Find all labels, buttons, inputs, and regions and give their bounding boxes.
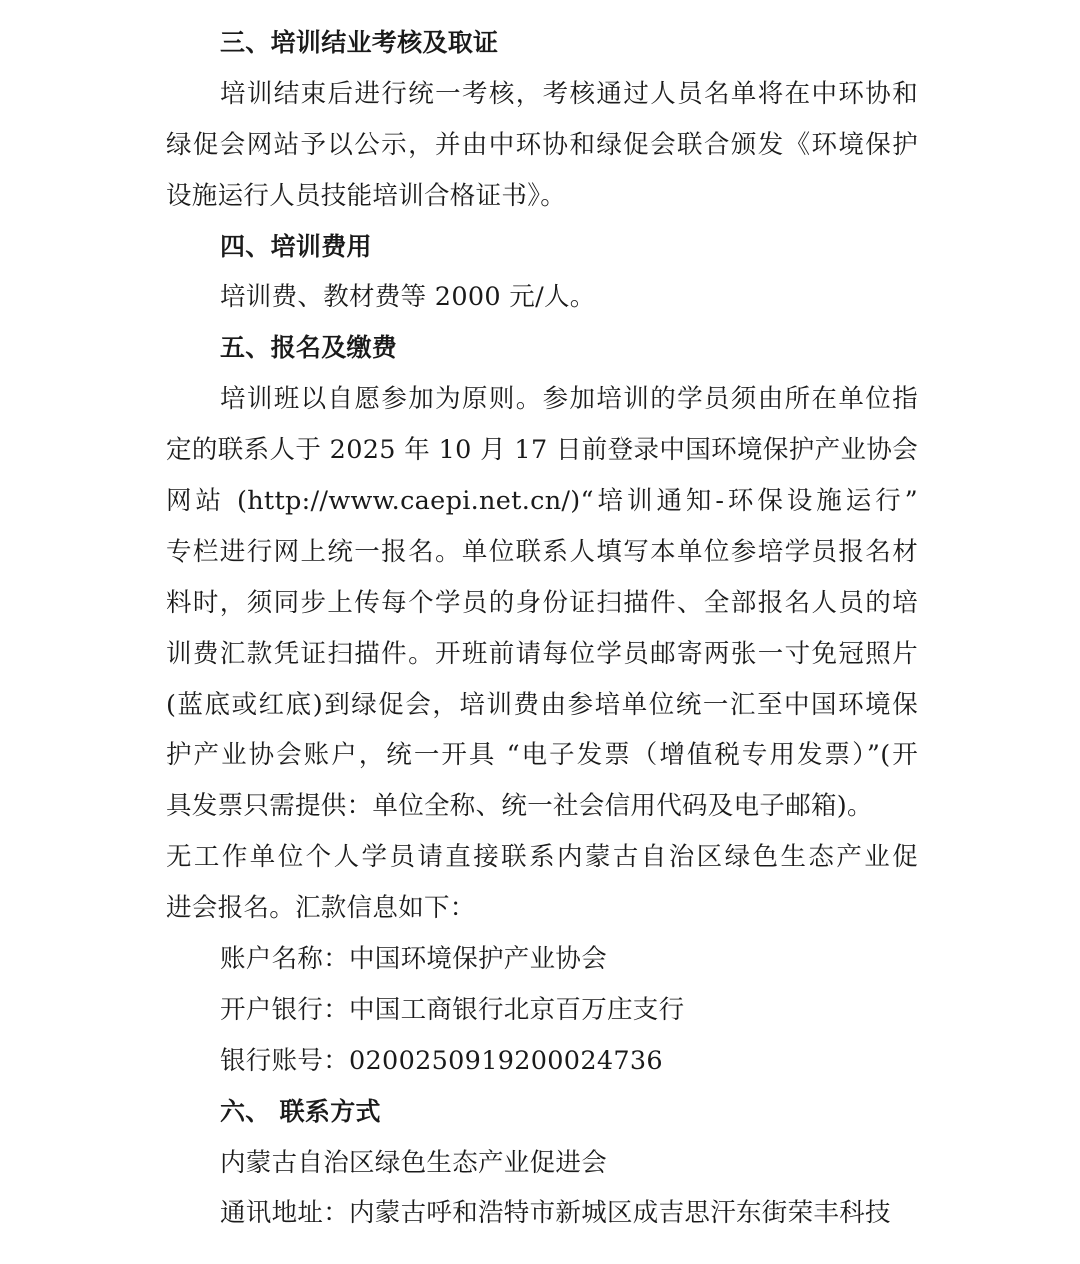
paragraph-line: 专栏进行网上统一报名。单位联系人填写本单位参培学员报名材 [166, 536, 918, 567]
account-name: 账户名称：中国环境保护产业协会 [220, 944, 608, 975]
paragraph-line: 进会报名。汇款信息如下： [166, 893, 476, 924]
paragraph-line: 无工作单位个人学员请直接联系内蒙古自治区绿色生态产业促 [166, 842, 918, 873]
section-heading-registration: 五、报名及缴费 [220, 333, 398, 363]
paragraph-line: 定的联系人于 2025 年 10 月 17 日前登录中国环境保护产业协会 [166, 435, 918, 466]
paragraph-line: 网站 (http://www.caepi.net.cn/)“培训通知-环保设施运行” [166, 486, 918, 517]
document-page [166, 18, 918, 1239]
contact-organization: 内蒙古自治区绿色生态产业促进会 [220, 1147, 608, 1178]
contact-address: 通讯地址：内蒙古呼和浩特市新城区成吉思汗东街荣丰科技 [220, 1198, 891, 1229]
paragraph-line: 培训结束后进行统一考核，考核通过人员名单将在中环协和 [220, 78, 918, 109]
paragraph-line: 料时，须同步上传每个学员的身份证扫描件、全部报名人员的培 [166, 587, 918, 618]
paragraph-line: 具发票只需提供：单位全称、统一社会信用代码及电子邮箱)。 [166, 791, 873, 822]
section-heading-certification: 三、培训结业考核及取证 [220, 28, 499, 57]
account-number: 银行账号：0200250919200024736 [220, 1045, 663, 1076]
account-bank: 开户银行：中国工商银行北京百万庄支行 [220, 994, 685, 1025]
paragraph-line: 护产业协会账户，统一开具 “电子发票（增值税专用发票）”(开 [166, 740, 918, 771]
paragraph-line: 培训班以自愿参加为原则。参加培训的学员须由所在单位指 [220, 384, 918, 415]
section-heading-fees: 四、培训费用 [220, 231, 372, 261]
paragraph-line: 培训费、教材费等 2000 元/人。 [220, 282, 596, 313]
section-heading-contact: 六、 联系方式 [220, 1096, 381, 1126]
paragraph-line: (蓝底或红底)到绿促会，培训费由参培单位统一汇至中国环境保 [166, 689, 918, 720]
paragraph-line: 绿促会网站予以公示，并由中环协和绿促会联合颁发《环境保护 [166, 129, 918, 160]
paragraph-line: 训费汇款凭证扫描件。开班前请每位学员邮寄两张一寸免冠照片 [166, 638, 918, 669]
paragraph-line: 设施运行人员技能培训合格证书》。 [166, 180, 567, 211]
